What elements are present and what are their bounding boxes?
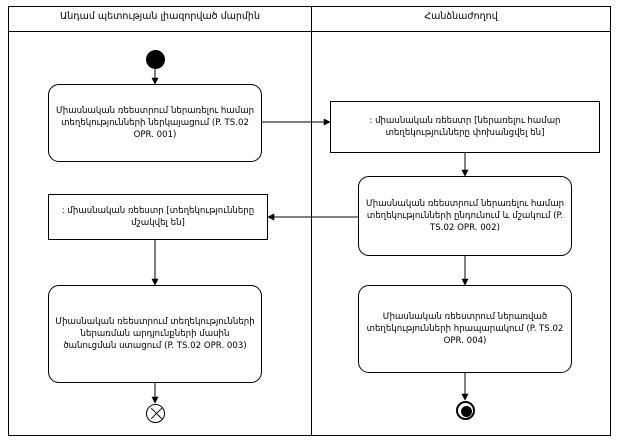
activity-receive-and-process-label: Միասնական ռեեստրում ներառելու համար տեղեկությունների ընդունում և մշակում (P. TS.02 OPR. 002) <box>365 199 565 233</box>
abort-node <box>146 404 165 423</box>
object-registry-processed-label: : միասնական ռեեստր [տեղեկությունները մշակվել են] <box>61 206 255 228</box>
object-registry-transferred[interactable] <box>330 101 600 153</box>
start-node <box>146 50 165 69</box>
lane-title-left: Անդամ պետության լիազորված մարմին <box>60 11 260 22</box>
activity-receive-notification[interactable] <box>48 285 262 383</box>
object-registry-transferred-label: : միասնական ռեեստր [ներառելու համար տեղեկությունները փոխանցվել են] <box>369 116 561 138</box>
activity-receive-notification-label: Միասնական ռեեստրում տեղեկությունների ներառման արդյունքների մասին ծանուցման ստացում (P. TS.02 OPR. 003) <box>55 317 255 351</box>
activity-publish-information-label: Միասնական ռեեստրում ներառված տեղեկությունների հրապարակում (P. TS.02 OPR. 004) <box>366 312 564 346</box>
activity-submit-information-label: Միասնական ռեեստրում ներառելու համար տեղեկությունների ներկայացում (P. TS.02 OPR. 001) <box>55 106 255 140</box>
object-registry-processed[interactable] <box>48 194 268 240</box>
lane-title-right: Հանձնաժողով <box>424 11 498 22</box>
activity-submit-information[interactable] <box>48 84 262 162</box>
end-node <box>456 401 475 420</box>
activity-receive-and-process[interactable] <box>358 176 572 256</box>
activity-publish-information[interactable] <box>358 285 572 373</box>
swimlane-divider <box>311 6 312 436</box>
lane-header-rule <box>8 31 611 32</box>
